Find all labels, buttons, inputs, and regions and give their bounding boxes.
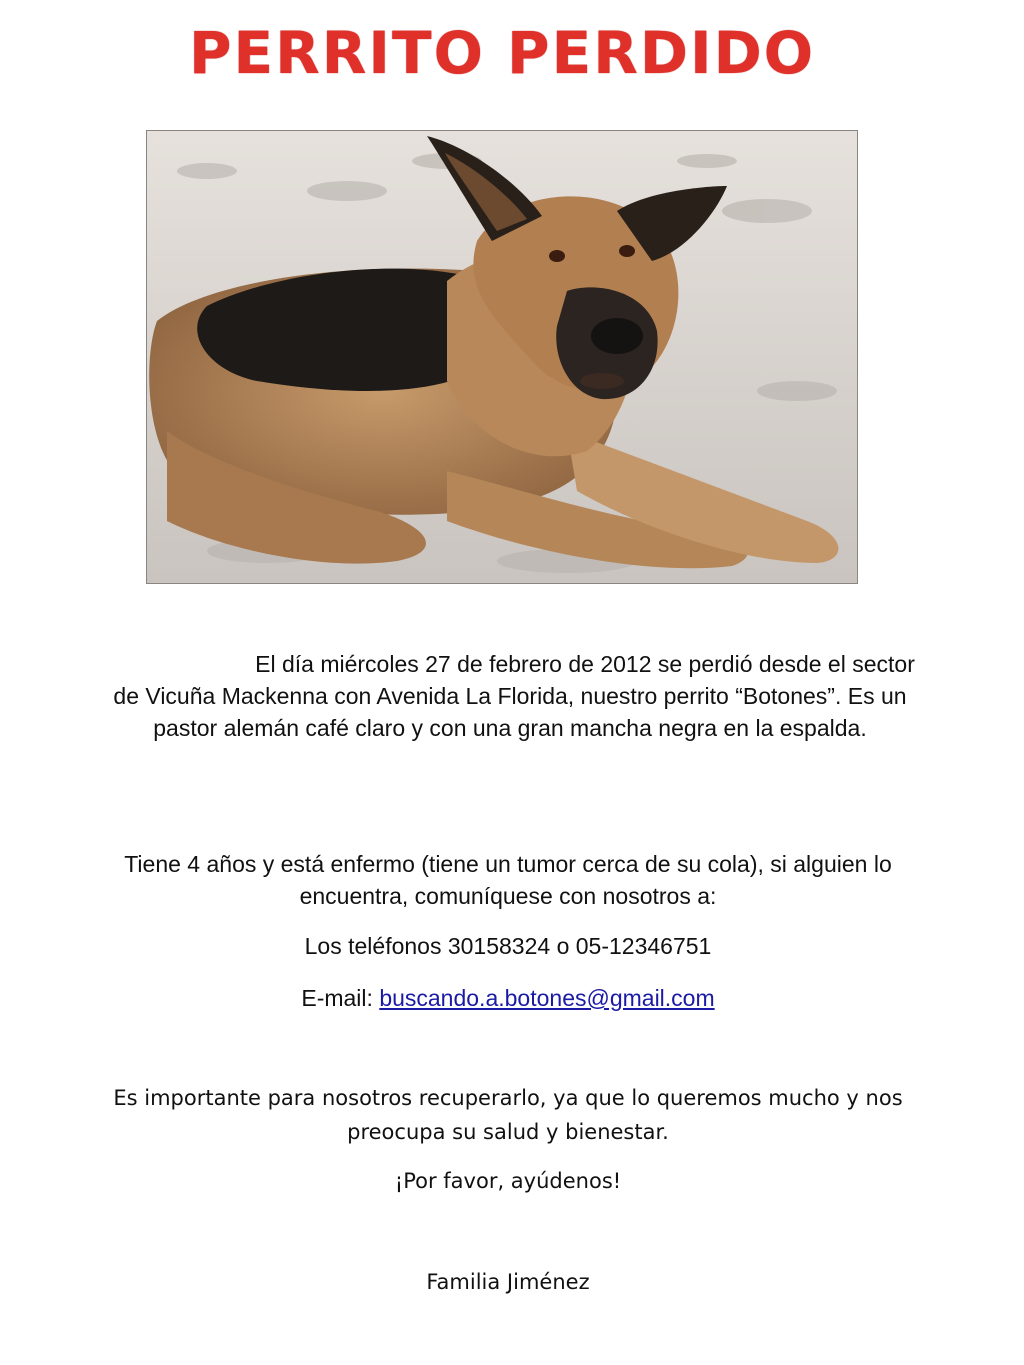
email-link[interactable]: buscando.a.botones@gmail.com [379, 985, 715, 1011]
paragraph-lost-details-text: El día miércoles 27 de febrero de 2012 se perdió desde el sector de Vicuña Mackenna con Avenida La Florida, nuestro perrito “Botones”. Es un pastor alemán café claro y con una gran mancha negra en la espalda. [113, 651, 915, 741]
dog-photo [146, 130, 858, 584]
email-label: E-mail: [301, 985, 380, 1011]
signature: Familia Jiménez [426, 1270, 590, 1294]
poster-title: PERRITO PERDIDO [188, 19, 816, 87]
paragraph-health-contact: Tiene 4 años y está enfermo (tiene un tumor cerca de su cola), si alguien lo encuentra, comuníquese con nosotros a: [124, 851, 892, 909]
email-line [0, 982, 1016, 1014]
dog-illustration [147, 131, 857, 583]
paragraph-importance: Es importante para nosotros recuperarlo, ya que lo queremos mucho y nos preocupa su salud y bienestar. [113, 1086, 903, 1144]
paragraph-lost-details [100, 648, 920, 744]
phone-numbers: Los teléfonos 30158324 o 05-12346751 [304, 933, 712, 959]
plea-text: ¡Por favor, ayúdenos! [394, 1169, 622, 1193]
